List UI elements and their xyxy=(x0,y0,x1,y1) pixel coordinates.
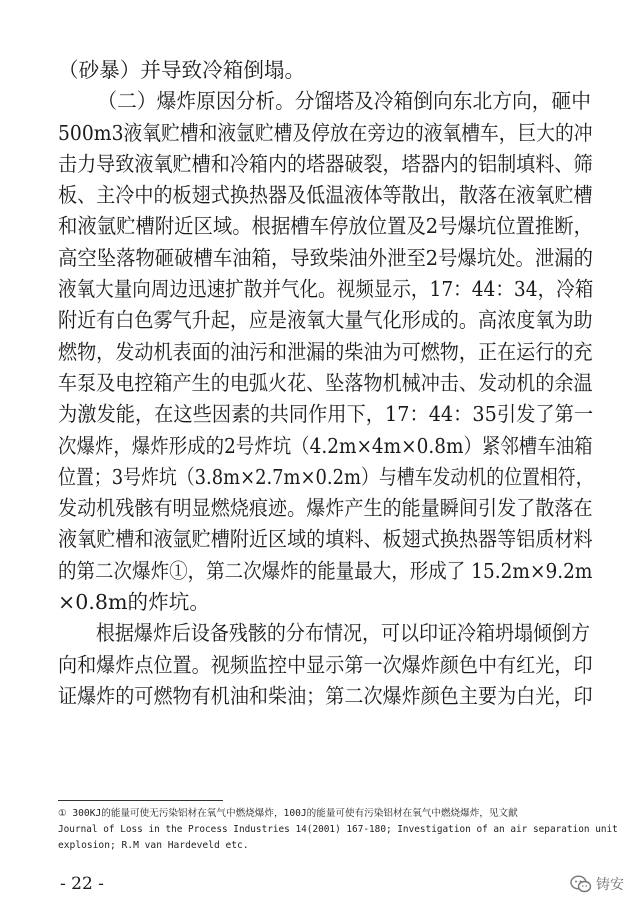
page-number: - 22 - xyxy=(60,874,104,894)
footnote-line: Journal of Loss in the Process Industries 14(2001) 167-180; Investigation of an air separation unit xyxy=(58,824,618,835)
body-line: 向和爆炸点位置。视频监控中显示第一次爆炸颜色中有红光，印 xyxy=(58,652,593,677)
body-line: 为激发能，在这些因素的共同作用下，17：44：35引发了第一 xyxy=(58,402,594,427)
body-line: 车泵及电控箱产生的电弧火花、坠落物机械冲击、发动机的余温 xyxy=(58,370,593,395)
body-line: 位置；3号炸坑（3.8m×2.7m×0.2m）与槽车发动机的位置相符， xyxy=(58,464,594,489)
wechat-icon xyxy=(570,875,592,893)
footnote-divider xyxy=(58,800,223,801)
footnote-line: explosion; R.M van Hardeveld etc. xyxy=(58,840,249,851)
body-line: ×0.8m的炸坑。 xyxy=(58,590,210,615)
body-line: 证爆炸的可燃物有机油和柴油；第二次爆炸颜色主要为白光，印 xyxy=(58,683,593,708)
footnote xyxy=(58,806,618,854)
watermark xyxy=(570,874,624,894)
body-line: 击力导致液氧贮槽和冷箱内的塔器破裂，塔器内的铝制填料、筛 xyxy=(58,151,593,176)
body-line: 和液氩贮槽附近区域。根据槽车停放位置及2号爆坑位置推断， xyxy=(58,214,593,239)
body-line: 根据爆炸后设备残骸的分布情况，可以印证冷箱坍塌倾倒方 xyxy=(95,621,591,646)
body-text xyxy=(58,55,593,712)
body-line: 500m3液氧贮槽和液氩贮槽及停放在旁边的液氧槽车，巨大的冲 xyxy=(58,120,593,145)
body-line: 的第二次爆炸①，第二次爆炸的能量最大，形成了 15.2m×9.2m xyxy=(58,558,593,583)
body-line: 板、主冷中的板翅式换热器及低温液体等散出，散落在液氧贮槽 xyxy=(58,183,593,208)
body-line: 高空坠落物砸破槽车油箱，导致柴油外泄至2号爆坑处。泄漏的 xyxy=(58,245,593,270)
body-line: 发动机残骸有明显燃烧痕迹。爆炸产生的能量瞬间引发了散落在 xyxy=(58,496,593,521)
body-line: （砂暴）并导致冷箱倒塌。 xyxy=(58,58,306,82)
body-line: （二）爆炸原因分析。分馏塔及冷箱倒向东北方向，砸中 xyxy=(97,89,592,114)
body-line: 液氧贮槽和液氩贮槽附近区域的填料、板翅式换热器等铝质材料 xyxy=(58,527,593,552)
body-line: 次爆炸，爆炸形成的2号炸坑（4.2m×4m×0.8m）紧邻槽车油箱 xyxy=(58,433,593,458)
body-line: 液氧大量向周边迅速扩散并气化。视频显示，17：44：34，冷箱 xyxy=(58,277,594,302)
footnote-line: ① 300KJ的能量可使无污染铝材在氧气中燃烧爆炸，100J的能量可使有污染铝材在氧气中燃烧爆炸，见文献 xyxy=(58,808,518,819)
watermark-text: 铸安 xyxy=(596,877,624,893)
body-line: 附近有白色雾气升起，应是液氧大量气化形成的。高浓度氧为助 xyxy=(58,308,593,333)
body-line: 燃物，发动机表面的油污和泄漏的柴油为可燃物，正在运行的充 xyxy=(58,339,593,364)
